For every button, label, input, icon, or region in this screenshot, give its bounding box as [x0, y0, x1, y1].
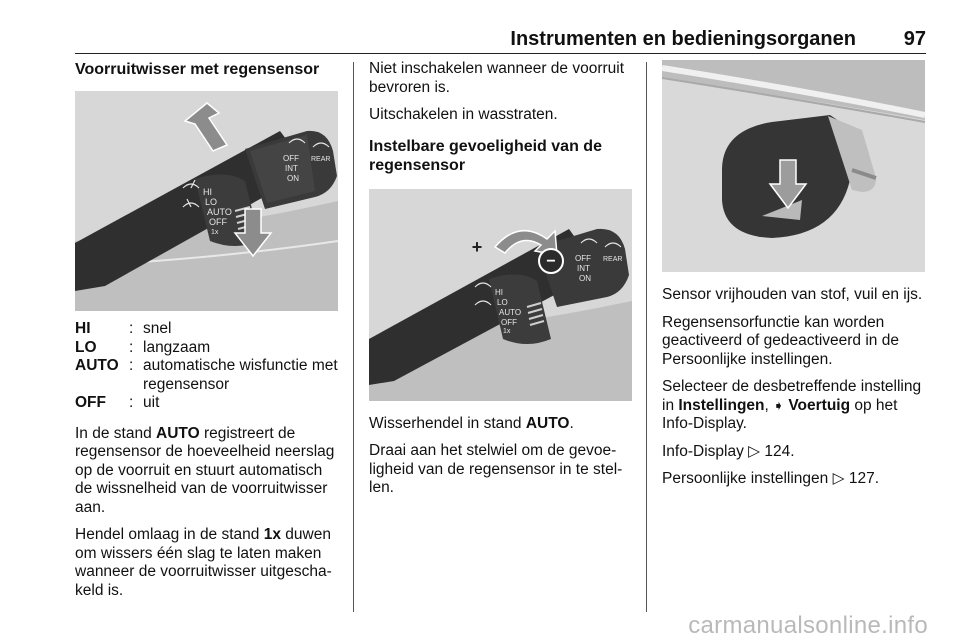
definition-desc: uit — [143, 394, 160, 411]
paragraph-carwash: Uitschakelen in wasstraten. — [369, 106, 558, 123]
definition-row: AUTO : automatische wisfunctie met regensensor — [75, 357, 343, 394]
page-ref-icon: ▷ — [832, 470, 845, 487]
watermark: carmanualsonline.info — [688, 612, 928, 639]
paragraph-lever-auto: Wisserhendel in stand AUTO. — [369, 414, 574, 432]
paragraph-adjust: Draai aan het stelwiel om de gevoeligheid van de regensensor in te stellen. — [369, 442, 623, 496]
label-off: OFF — [209, 217, 227, 227]
definition-row: HI : snel — [75, 320, 343, 339]
paragraph-frozen: Niet inschakelen wanneer de voorruit bevroren is. — [369, 60, 625, 96]
section-heading: Voorruitwisser met regensensor — [75, 61, 320, 78]
label-off: OFF — [501, 317, 517, 327]
definition-row: OFF : uit — [75, 394, 343, 413]
definition-list — [75, 320, 343, 413]
label-rear-off: OFF — [575, 253, 591, 263]
left-column — [75, 60, 343, 609]
header-rule — [75, 53, 926, 54]
page-header — [75, 28, 926, 52]
definition-desc: automatische wisfunctie met regensensor — [143, 357, 338, 393]
wiper-lever-illustration — [75, 91, 338, 311]
minus-label: − — [546, 252, 556, 270]
label-1x: 1x — [503, 327, 511, 335]
definition-row: LO : langzaam — [75, 339, 343, 358]
page-title: Instrumenten en bedieningsorganen — [510, 28, 856, 50]
reference-personal-settings[interactable]: Persoonlijke instellingen ▷ 127. — [662, 470, 880, 487]
column-divider-right — [646, 62, 647, 612]
definition-term: OFF — [75, 394, 106, 411]
middle-column — [369, 60, 634, 507]
definition-term: AUTO — [75, 357, 119, 374]
rain-sensor-figure — [662, 60, 925, 272]
arrow-right-icon: ➧ — [773, 397, 785, 413]
label-rear-on: ON — [287, 174, 299, 183]
page-number: 97 — [903, 28, 926, 50]
label-rear: REAR — [311, 156, 331, 163]
paragraph-auto: In de stand AUTO registreert de regensensor de hoeveelheid neerslag op de voorruit en stuurt automatisch de wissnelheid van de voorruitwisser aan. — [75, 424, 335, 516]
label-rear-int: INT — [285, 164, 298, 173]
label-auto: AUTO — [499, 307, 522, 317]
label-hi: HI — [495, 287, 503, 297]
definition-term: LO — [75, 338, 97, 356]
definition-desc: snel — [143, 320, 172, 337]
paragraph-keep-clean: Sensor vrijhouden van stof, vuil en ijs. — [662, 286, 923, 303]
definition-desc: langzaam — [143, 338, 211, 356]
label-rear-off: OFF — [283, 154, 299, 163]
paragraph-1x: Hendel omlaag in de stand 1x duwen om wissers één slag te laten maken wanneer de voorruitwisser uitgeschakeld is. — [75, 526, 332, 599]
subsection-heading: Instelbare gevoeligheid van de regensensor — [369, 137, 602, 174]
label-rear-int: INT — [577, 263, 590, 273]
label-hi: HI — [203, 187, 212, 197]
label-lo: LO — [205, 197, 218, 207]
paragraph-select-setting: Selecteer de desbetreffende instelling in Instellingen, ➧ Voertuig op het Info-Display. — [662, 378, 922, 432]
label-lo: LO — [497, 297, 508, 307]
paragraph-activate: Regensensorfunctie kan worden geactiveerd of gedeactiveerd in de Persoonlijke instellingen. — [662, 313, 899, 368]
definition-term: HI — [75, 320, 91, 337]
sensitivity-figure — [369, 189, 632, 401]
plus-label: + — [471, 236, 483, 257]
label-auto: AUTO — [207, 207, 232, 217]
reference-info-display[interactable]: Info-Display ▷ 124. — [662, 442, 795, 460]
label-1x: 1x — [211, 229, 219, 236]
sensitivity-illustration — [369, 189, 632, 401]
rain-sensor-illustration — [662, 60, 925, 272]
column-divider-left — [353, 62, 354, 612]
label-rear: REAR — [603, 255, 623, 263]
right-column — [662, 60, 928, 498]
wiper-lever-figure — [75, 91, 338, 311]
page-ref-icon: ▷ — [748, 442, 761, 460]
label-rear-on: ON — [579, 273, 591, 283]
